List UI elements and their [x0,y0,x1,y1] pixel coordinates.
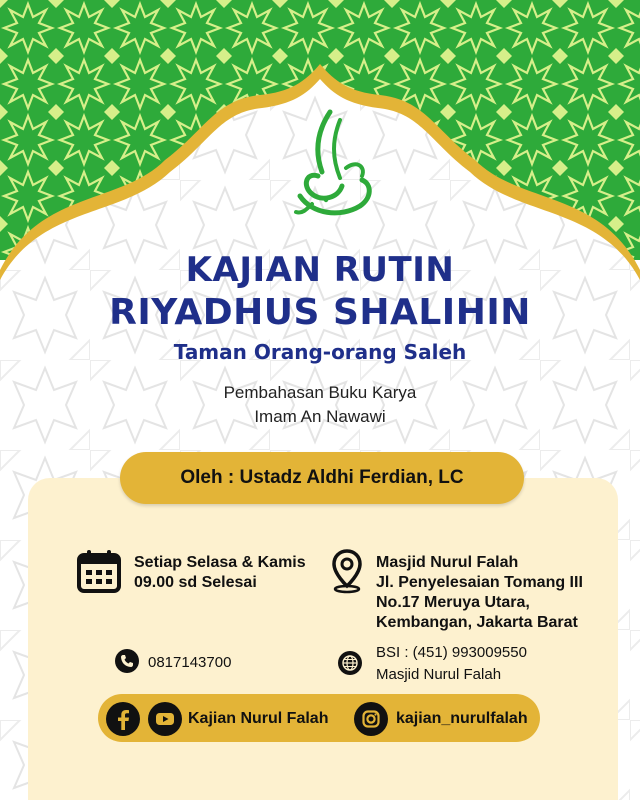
location-line-1: Masjid Nurul Falah [376,554,519,571]
schedule-days: Setiap Selasa & Kamis [134,554,306,571]
speaker-text: Oleh : Ustadz Aldhi Ferdian, LC [180,467,464,488]
bank-account: BSI : (451) 993009550 [376,644,527,661]
subtitle: Taman Orang-orang Saleh [173,340,467,364]
title-line-1: KAJIAN RUTIN [185,250,455,290]
youtube-icon[interactable] [148,702,182,736]
schedule-time: 09.00 sd Selesai [134,574,257,591]
phone-icon [115,649,139,673]
globe-icon [338,651,362,675]
facebook-icon[interactable] [106,702,140,736]
calendar-icon [76,548,122,594]
bank-account-name: Masjid Nurul Falah [376,666,502,683]
phone-number: 0817143700 [148,654,232,671]
description-line-1: Pembahasan Buku Karya [223,383,417,402]
location-line-2: Jl. Penyelesaian Tomang III [376,574,583,591]
location-line-4: Kembangan, Jakarta Barat [376,614,578,631]
description-line-2: Imam An Nawawi [254,407,386,426]
social-label-kajian[interactable]: Kajian Nurul Falah [188,710,329,727]
social-label-instagram[interactable]: kajian_nurulfalah [396,710,528,727]
info-card [28,478,618,800]
instagram-icon[interactable] [354,702,388,736]
title-line-2: RIYADHUS SHALIHIN [109,292,531,333]
location-pin-icon [330,548,364,594]
location-line-3: No.17 Meruya Utara, [376,594,530,611]
